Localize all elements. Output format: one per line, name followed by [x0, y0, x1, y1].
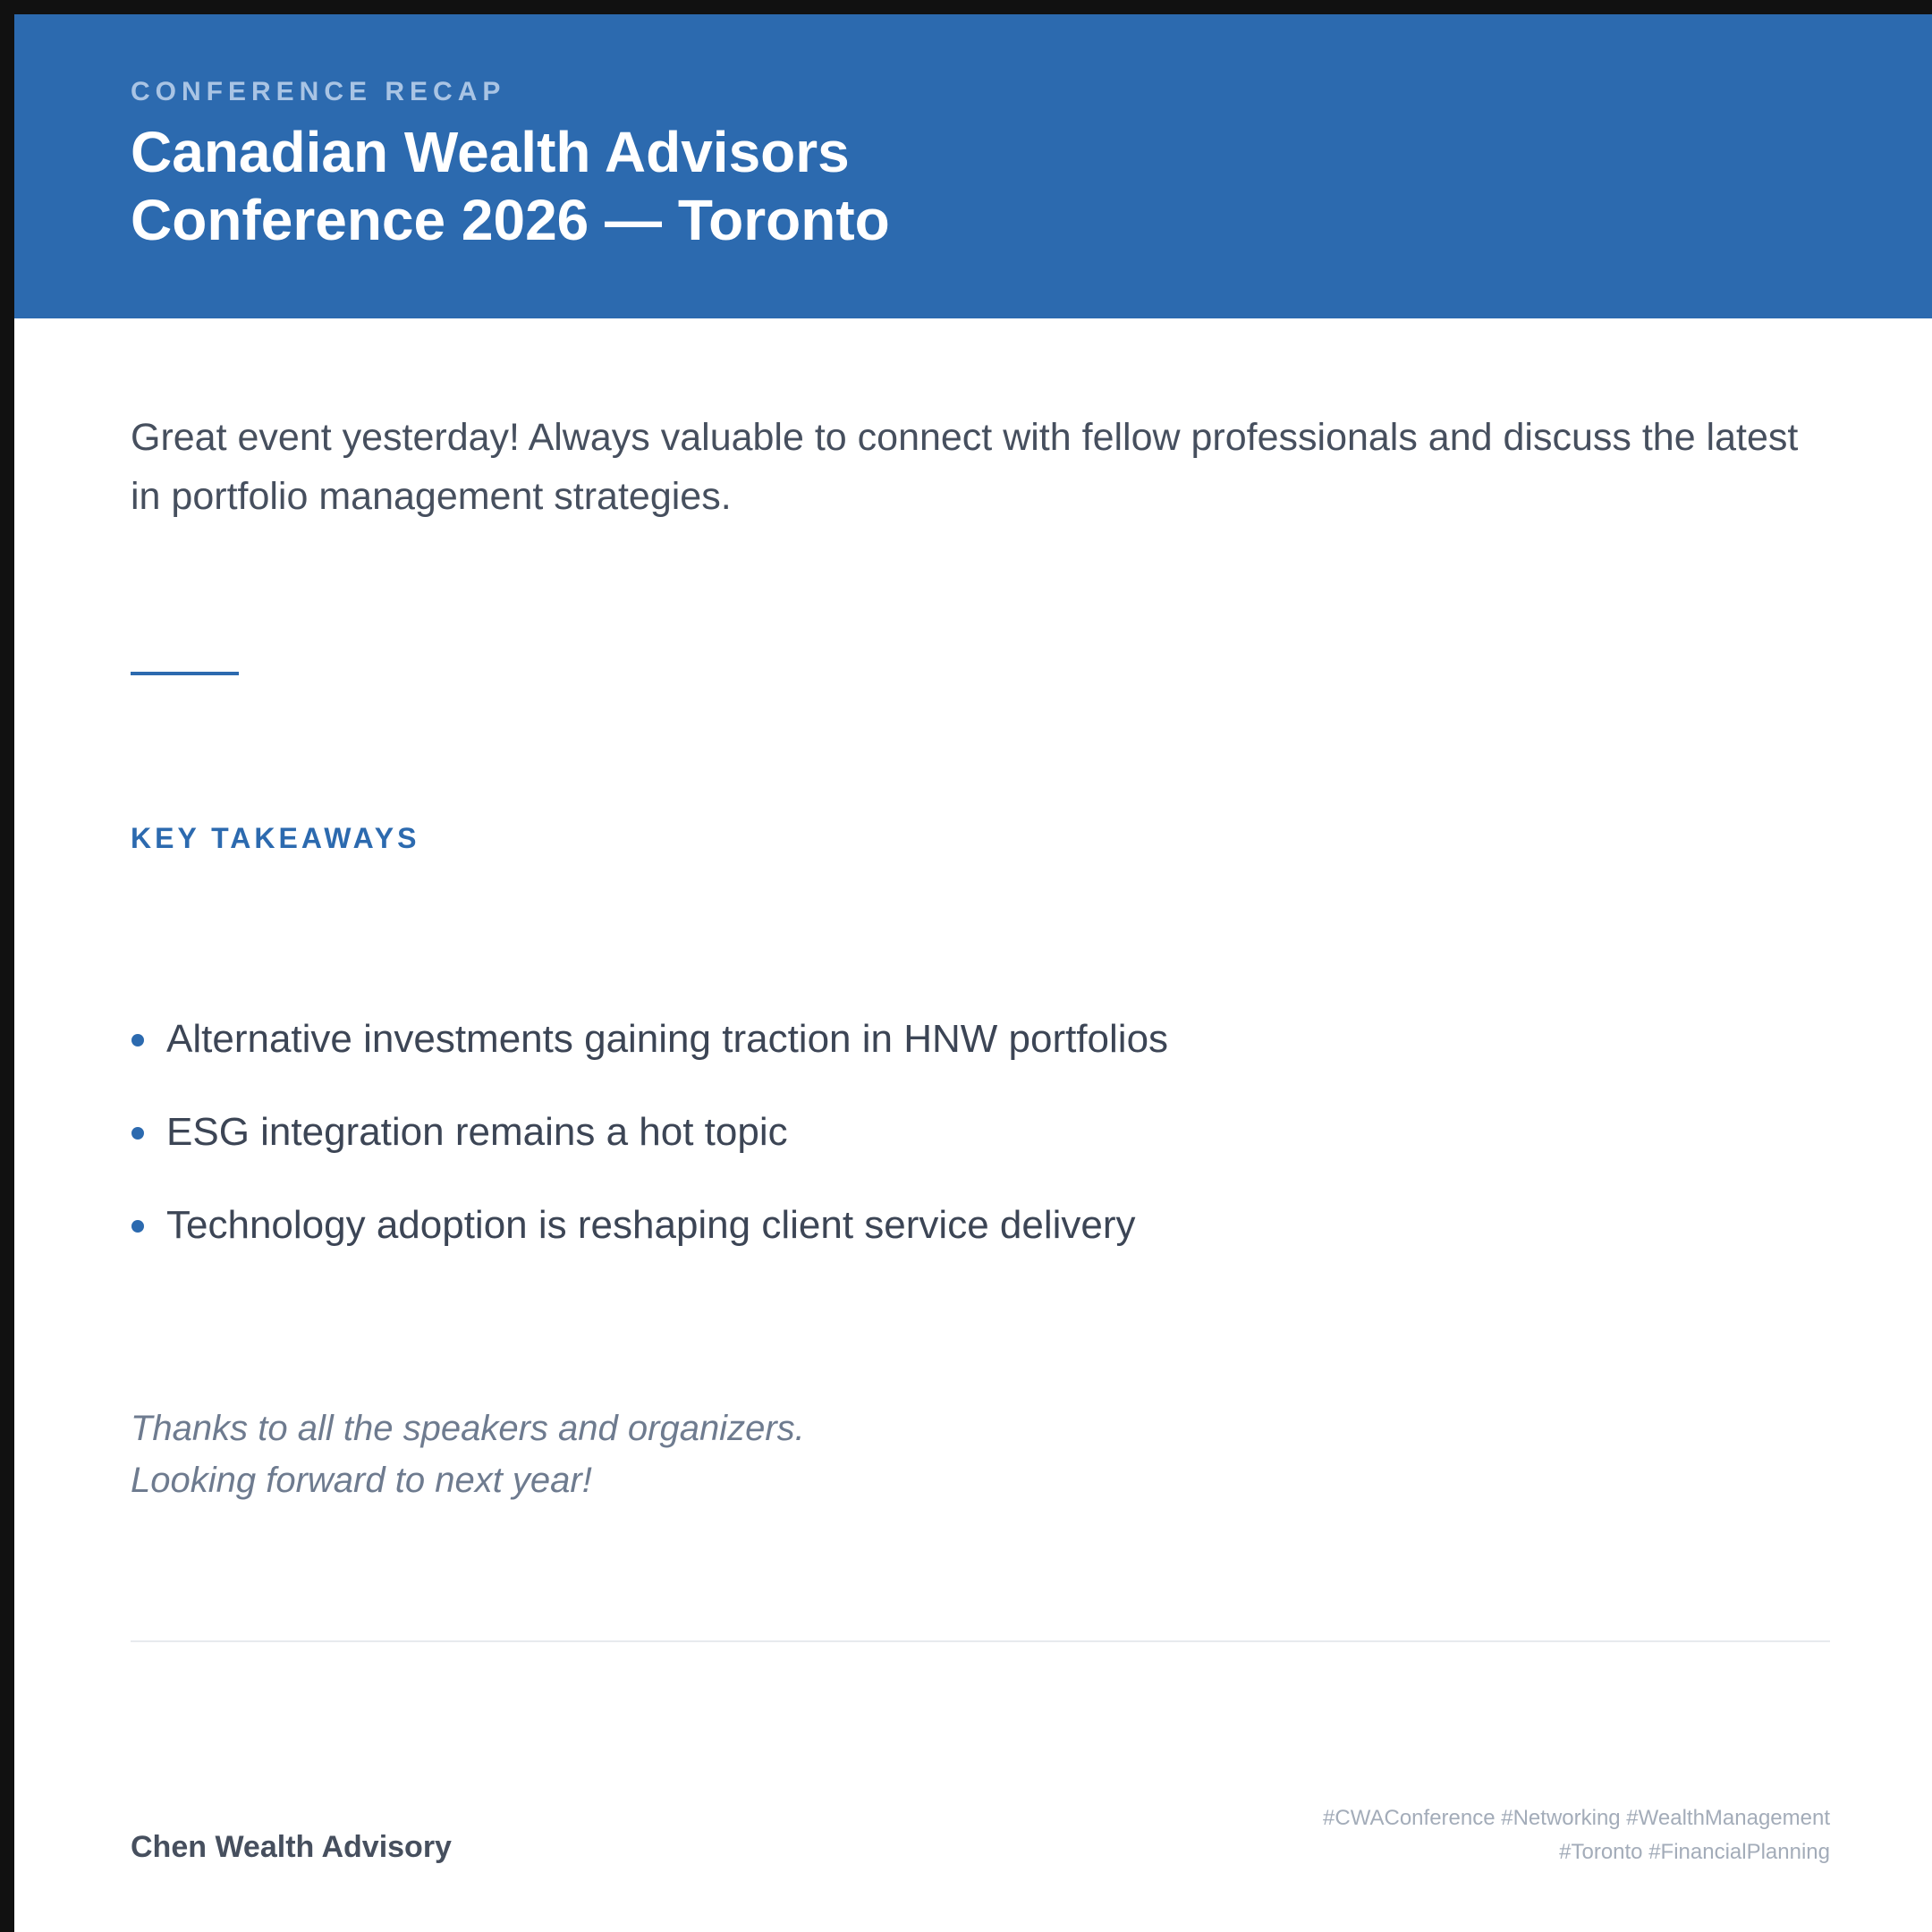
accent-divider [131, 672, 239, 675]
list-item [131, 1200, 1830, 1293]
title-line-2: Conference 2026 — Toronto [131, 188, 890, 252]
footer-divider [131, 1640, 1830, 1642]
page-title [131, 118, 1383, 254]
eyebrow-label: CONFERENCE RECAP [131, 77, 506, 106]
list-item-text: ESG integration remains a hot topic [166, 1110, 788, 1154]
section-heading: KEY TAKEAWAYS [131, 822, 420, 854]
list-item [131, 1107, 1830, 1200]
bullet-icon [131, 1127, 144, 1140]
closing-line-2: Looking forward to next year! [131, 1461, 592, 1500]
takeaways-list [131, 1014, 1830, 1293]
title-line-1: Canadian Wealth Advisors [131, 120, 850, 184]
closing-note [131, 1402, 805, 1506]
hashtag-line-2: #Toronto #FinancialPlanning [1559, 1840, 1830, 1864]
closing-line-1: Thanks to all the speakers and organizers. [131, 1409, 805, 1448]
list-item [131, 1014, 1830, 1107]
brand-name: Chen Wealth Advisory [131, 1830, 452, 1864]
list-item-text: Alternative investments gaining traction in HNW portfolios [166, 1017, 1169, 1061]
header-banner [14, 14, 1932, 318]
hashtags [1323, 1801, 1830, 1869]
list-item-text: Technology adoption is reshaping client service delivery [166, 1203, 1136, 1247]
post-card [14, 14, 1932, 1932]
bullet-icon [131, 1220, 144, 1233]
intro-paragraph: Great event yesterday! Always valuable to connect with fellow professionals and discuss the latest in portfolio management strategies. [131, 416, 1799, 518]
hashtag-line-1: #CWAConference #Networking #WealthManagement [1323, 1806, 1830, 1830]
bullet-icon [131, 1034, 144, 1046]
